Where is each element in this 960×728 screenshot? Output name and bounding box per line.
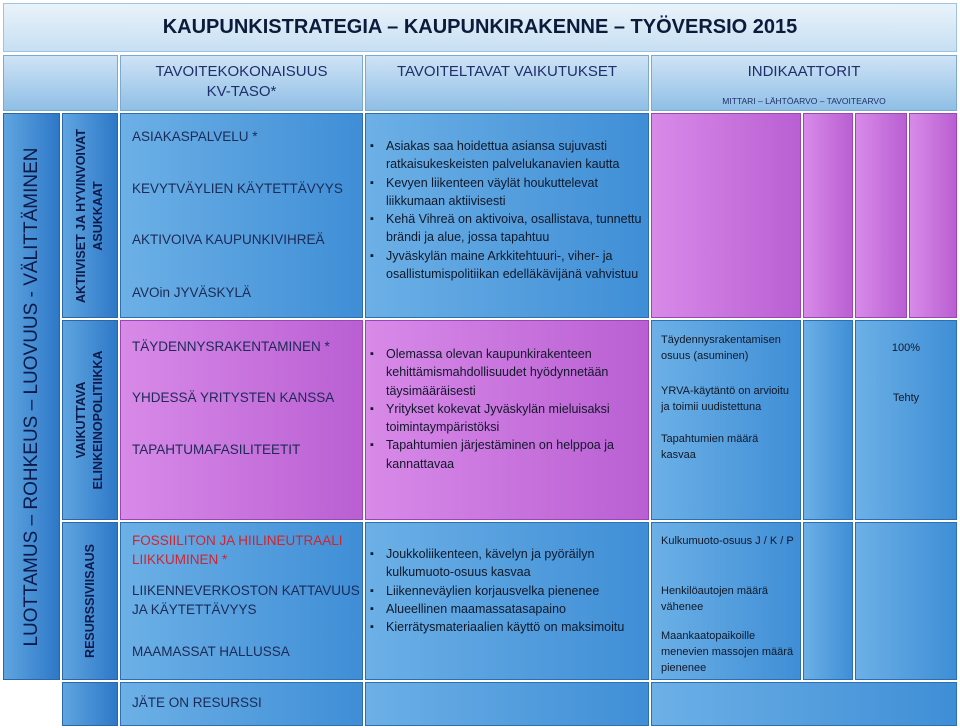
header-goals-title: TAVOITEKOKONAISUUS [155,63,328,80]
target-value: 100% [891,342,921,354]
row1-baseline-cell [803,113,853,318]
row2-target-cell [855,320,957,520]
row1-extra-cell [909,113,957,318]
effect-item: ▪ Kehä Vihreä on aktivoiva, osallistava, tunnettu brändi ja alue, jossa tapahtuu [370,210,642,247]
effect-item: ▪ Kevyen liikenteen väylät houkuttelevat liikkumaan aktiivisesti [370,174,642,211]
row1-side-label [62,113,118,318]
row1-side-line1: AKTIIVISET JA HYVINVOIVAT [74,128,88,303]
effect-item: ▪ Liikenneväylien korjausvelka pienenee [370,582,642,600]
goal-item: AVOin JYVÄSKYLÄ [132,285,252,300]
effect-item: ▪ Asiakas saa hoidettua asiansa sujuvasti ratkaisukeskeisten palvelukanavien kautta [370,137,642,174]
effect-item: ▪ Kierrätysmateriaalien käyttö on maksimoitu [370,618,642,636]
goal-item: TÄYDENNYSRAKENTAMINEN * [132,339,330,354]
header-corner [3,55,118,111]
row1-indicator-cell [651,113,801,318]
indicator-item: Henkilöautojen määrä vähenee [661,585,769,613]
row1-goals-cell [120,113,363,318]
indicator-item: Tapahtumien määrä kasvaa [661,433,759,461]
goal-item: MAAMASSAT HALLUSSA [132,644,290,659]
header-indicators-subtitle: MITTARI – LÄHTÖARVO – TAVOITEARVO [722,96,886,106]
header-goals-level: KV-TASO* [206,83,277,100]
goal-item: AKTIVOIVA KAUPUNKIVIHREÄ [132,232,325,247]
row3-baseline-cell [803,522,853,680]
row3-target-cell [855,522,957,680]
goal-item: KEVYTVÄYLIEN KÄYTETTÄVYYS [132,181,343,196]
row3-goals-cell [120,522,363,680]
values-banner [3,113,60,680]
effect-item: ▪ Joukkoliikenteen, kävelyn ja pyöräilyn kulkumuoto-osuus kasvaa [370,545,642,582]
indicator-item: YRVA-käytäntö on arvioitu ja toimii uudistettuna [661,385,789,413]
row2-side-line1: VAIKUTTAVA [74,381,88,459]
header-goals [120,55,363,111]
indicator-item: Kulkumuoto-osuus J / K / P [661,535,794,547]
effect-item: ▪ Alueellinen maamassatasapaino [370,600,642,618]
row2-side-label [62,320,118,520]
row2-side-line2: ELINKEINOPOLITIIKKA [91,350,105,490]
goal-item: LIIKENNEVERKOSTON KATTAVUUS JA KÄYTETTÄVYYS [132,583,360,617]
header-indicators [651,55,957,111]
bottom-indicator-cell [651,682,957,726]
page-title: KAUPUNKISTRATEGIA – KAUPUNKIRAKENNE – TYÖVERSIO 2015 [3,3,957,52]
header-effects [365,55,649,111]
indicator-item: Maankaatopaikoille menevien massojen määrä pienenee [661,630,794,674]
effect-item: ▪ Yritykset kokevat Jyväskylän mieluisaksi toimintaympäristöksi [370,400,642,437]
header-indicators-title: INDIKAATTORIT [747,63,861,80]
values-banner-text: LUOTTAMUS – ROHKEUS – LUOVUUS - VÄLITTÄMINEN [20,146,42,647]
goal-item: ASIAKASPALVELU * [132,129,258,144]
row2-goals-cell [120,320,363,520]
goal-item: TAPAHTUMAFASILITEETIT [132,442,301,457]
row3-side-line1: RESURSSIVIISAUS [83,544,97,658]
target-value: Tehty [892,392,920,404]
bottom-effects-cell [365,682,649,726]
header-effects-title: TAVOITELTAVAT VAIKUTUKSET [396,63,618,80]
row2-effects-cell [365,320,649,520]
bottom-goal-cell [120,682,363,726]
row1-target-cell [855,113,907,318]
row2-indicator-cell [651,320,801,520]
row1-side-line2: ASUKKAAT [91,180,105,251]
goal-item: JÄTE ON RESURSSI [132,695,262,710]
row3-side-label [62,522,118,680]
indicator-item: Täydennysrakentamisen osuus (asuminen) [661,334,781,362]
bottom-side-strip [62,682,118,726]
goal-item: FOSSIILITON JA HIILINEUTRAALI LIIKKUMINEN * [132,533,343,567]
row3-effects-cell [365,522,649,680]
row1-effects-cell [365,113,649,318]
row3-indicator-cell [651,522,801,680]
goal-item: YHDESSÄ YRITYSTEN KANSSA [132,390,335,405]
effect-item: ▪ Tapahtumien järjestäminen on helppoa ja kannattavaa [370,436,642,473]
effect-item: ▪ Jyväskylän maine Arkkitehtuuri-, viher- ja osallistumispolitiikan edelläkävijänä vahvistuu [370,247,642,284]
row2-baseline-cell [803,320,853,520]
effect-item: ▪ Olemassa olevan kaupunkirakenteen kehittämismahdollisuudet hyödynnetään täysimääräisesti [370,345,642,400]
